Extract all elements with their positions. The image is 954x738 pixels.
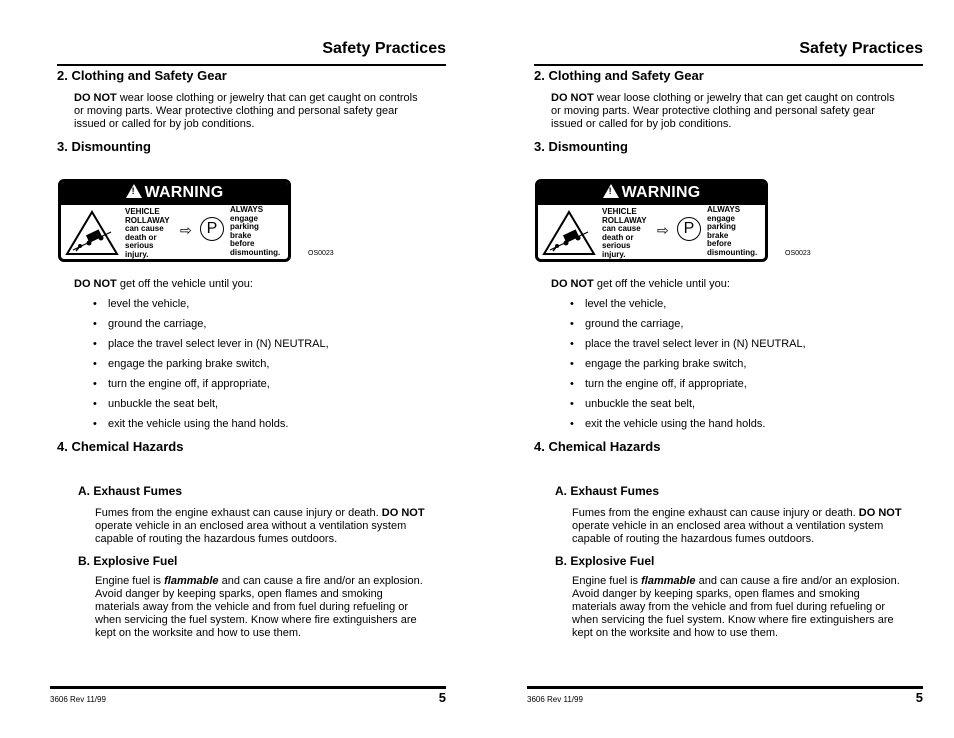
bullet-text: place the travel select lever in (N) NEUTRAL, [585, 338, 806, 350]
label-col1-line: VEHICLE [602, 207, 637, 216]
bullet-dot: • [93, 358, 97, 370]
page-number: 5 [438, 690, 446, 705]
subheading-fuel: B. Explosive Fuel [78, 554, 178, 568]
exhaust-paragraph: Fumes from the engine exhaust can cause injury or death. DO NOT operate vehicle in an enclosed area without a ventilation system capable of routing the hazardous fumes outdoors. [95, 507, 425, 545]
dismount-intro: DO NOT get off the vehicle until you: [551, 278, 730, 290]
bullet-dot: • [570, 338, 574, 350]
label-col2-line: dismounting. [230, 247, 281, 257]
decal-code: OS0023 [308, 250, 334, 257]
bullet-text: ground the carriage, [585, 318, 684, 330]
label-col1-line: serious [125, 241, 154, 251]
arrow-icon: ⇨ [657, 222, 669, 238]
exhaust-paragraph: Fumes from the engine exhaust can cause injury or death. DO NOT operate vehicle in an enclosed area without a ventilation system capable of routing the hazardous fumes outdoors. [572, 507, 902, 545]
bullet-dot: • [93, 338, 97, 350]
parking-brake-icon: P [677, 217, 701, 241]
label-col1-line: can cause [125, 224, 164, 234]
bullet-dot: • [93, 418, 97, 430]
footer-doc-id: 3606 Rev 11/99 [50, 695, 106, 704]
footer-doc-id: 3606 Rev 11/99 [527, 695, 583, 704]
header-rule [534, 64, 923, 66]
clothing-paragraph: DO NOT wear loose clothing or jewelry that can get caught on controls or moving parts. Wear protective clothing and personal safety gear issued or called for by job conditions. [74, 92, 418, 130]
section-heading-clothing: 2. Clothing and Safety Gear [534, 68, 704, 83]
section-heading-dismounting: 3. Dismounting [57, 139, 151, 154]
arrow-icon: ⇨ [180, 222, 192, 238]
bullet-text: unbuckle the seat belt, [108, 398, 219, 410]
subheading-exhaust: A. Exhaust Fumes [78, 484, 183, 498]
rollaway-pictogram-icon [65, 210, 119, 256]
emphasis-text: DO NOT [74, 92, 117, 104]
page-title: Safety Practices [322, 40, 446, 57]
label-col2-line: parking [707, 222, 736, 232]
bullet-dot: • [93, 318, 97, 330]
warning-triangle-icon: ! [603, 184, 619, 198]
rollaway-pictogram-icon [542, 210, 596, 256]
label-col1-line: injury. [125, 249, 149, 259]
bullet-dot: • [570, 358, 574, 370]
label-col1-line: death or [602, 232, 634, 242]
dismount-intro: DO NOT get off the vehicle until you: [74, 278, 253, 290]
label-col2-line: brake [230, 230, 252, 240]
bullet-dot: • [570, 398, 574, 410]
bullet-text: engage the parking brake switch, [585, 358, 747, 370]
warning-decal [535, 179, 768, 262]
warning-decal [58, 179, 291, 262]
label-col2-line: parking [230, 222, 259, 232]
bullet-text: level the vehicle, [585, 298, 667, 310]
label-instruction-text [230, 206, 280, 258]
bullet-text: engage the parking brake switch, [108, 358, 270, 370]
emphasis-text: DO NOT [551, 92, 594, 104]
label-hazard-text [602, 208, 647, 260]
label-col2-line: brake [707, 230, 729, 240]
label-col2-line: before [230, 239, 255, 249]
page-title: Safety Practices [799, 40, 923, 57]
page-number: 5 [915, 690, 923, 705]
bullet-text: ground the carriage, [108, 318, 207, 330]
bullet-dot: • [570, 298, 574, 310]
label-col1-line: injury. [602, 249, 626, 259]
label-col2-line: ALWAYS [707, 205, 741, 214]
bullet-dot: • [93, 378, 97, 390]
warning-title: ! WARNING [538, 184, 765, 202]
clothing-paragraph: DO NOT wear loose clothing or jewelry that can get caught on controls or moving parts. Wear protective clothing and personal safety gear issued or called for by job conditions. [551, 92, 895, 130]
bullet-dot: • [93, 298, 97, 310]
decal-code: OS0023 [785, 250, 811, 257]
fuel-paragraph: Engine fuel is flammable and can cause a fire and/or an explosion. Avoid danger by keeping sparks, open flames and smoking materials away from the vehicle and from fuel during refueling or when servicing the fuel system. Know where fire extinguishers are kept on the worksite and how to use them. [572, 575, 900, 639]
label-hazard-text [125, 208, 170, 260]
bullet-text: place the travel select lever in (N) NEUTRAL, [108, 338, 329, 350]
parking-brake-icon: P [200, 217, 224, 241]
label-col1-line: can cause [602, 224, 641, 234]
section-heading-chemical: 4. Chemical Hazards [57, 439, 184, 454]
label-col2-line: engage [707, 213, 736, 223]
bullet-dot: • [570, 418, 574, 430]
label-col2-line: engage [230, 213, 259, 223]
bullet-text: level the vehicle, [108, 298, 190, 310]
warning-triangle-icon: ! [126, 184, 142, 198]
fuel-paragraph: Engine fuel is flammable and can cause a fire and/or an explosion. Avoid danger by keeping sparks, open flames and smoking materials away from the vehicle and from fuel during refueling or when servicing the fuel system. Know where fire extinguishers are kept on the worksite and how to use them. [95, 575, 423, 639]
bullet-text: exit the vehicle using the hand holds. [108, 418, 289, 430]
bullet-text: turn the engine off, if appropriate, [585, 378, 747, 390]
section-heading-chemical: 4. Chemical Hazards [534, 439, 661, 454]
label-col1-line: ROLLAWAY [125, 215, 170, 225]
footer-rule [527, 686, 923, 689]
section-heading-clothing: 2. Clothing and Safety Gear [57, 68, 227, 83]
footer-rule [50, 686, 446, 689]
label-col2-line: ALWAYS [230, 205, 264, 214]
label-col1-line: ROLLAWAY [602, 215, 647, 225]
label-col1-line: death or [125, 232, 157, 242]
subheading-fuel: B. Explosive Fuel [555, 554, 655, 568]
bullet-dot: • [570, 378, 574, 390]
section-heading-dismounting: 3. Dismounting [534, 139, 628, 154]
warning-title: ! WARNING [61, 184, 288, 202]
subheading-exhaust: A. Exhaust Fumes [555, 484, 660, 498]
label-instruction-text [707, 206, 757, 258]
label-col1-line: VEHICLE [125, 207, 160, 216]
label-col2-line: dismounting. [707, 247, 758, 257]
header-rule [57, 64, 446, 66]
bullet-dot: • [570, 318, 574, 330]
label-col1-line: serious [602, 241, 631, 251]
label-col2-line: before [707, 239, 732, 249]
bullet-dot: • [93, 398, 97, 410]
page-right [477, 0, 954, 738]
bullet-text: unbuckle the seat belt, [585, 398, 696, 410]
bullet-text: exit the vehicle using the hand holds. [585, 418, 766, 430]
bullet-text: turn the engine off, if appropriate, [108, 378, 270, 390]
